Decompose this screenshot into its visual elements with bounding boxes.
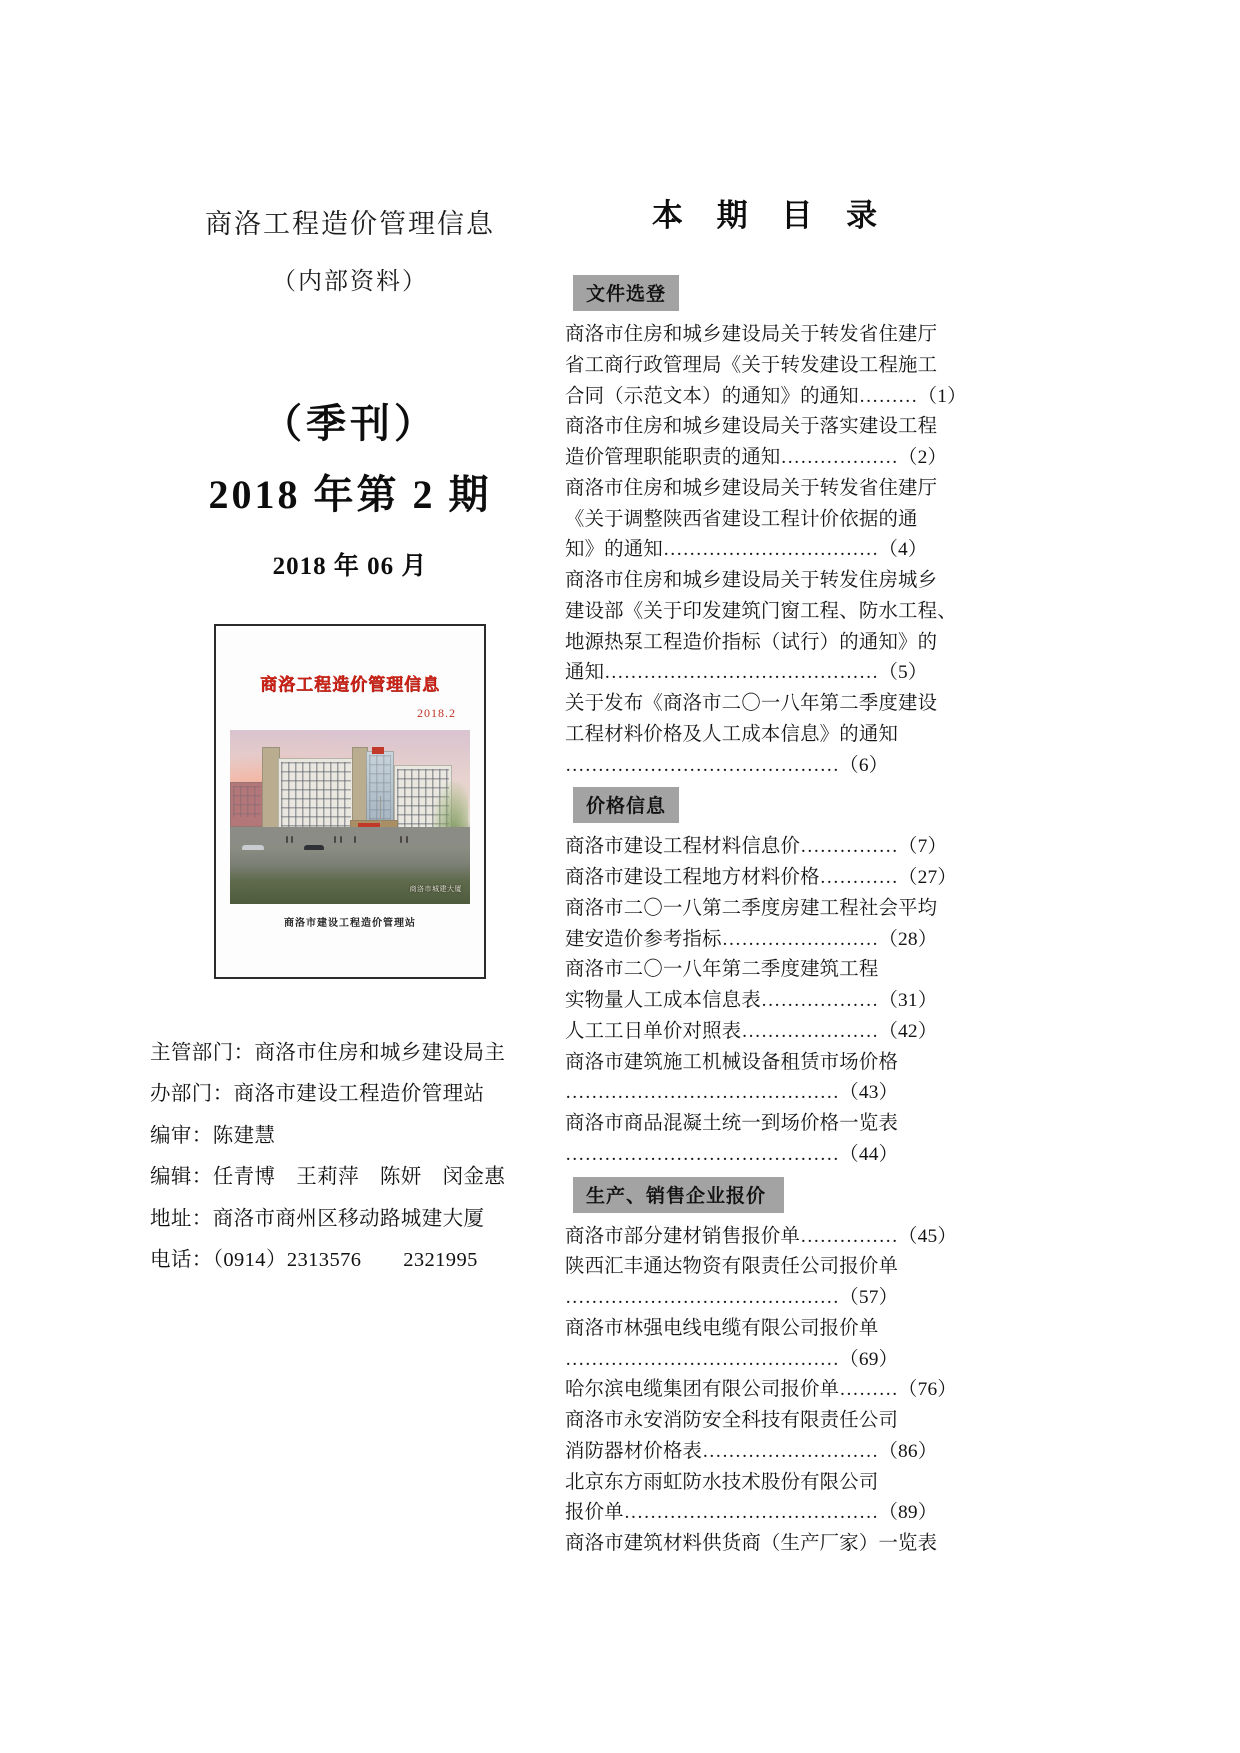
toc-entry[interactable]: 关于发布《商洛市二〇一八年第二季度建设	[565, 693, 938, 714]
pedestrian	[340, 836, 342, 843]
toc-entry[interactable]: 人工工日单价对照表…………………（42）	[565, 1020, 938, 1042]
toc-entry[interactable]: 消防器材价格表………………………（86）	[565, 1440, 938, 1462]
cover-building-photo	[230, 730, 470, 904]
toc-entry[interactable]: 建设部《关于印发建筑门窗工程、防水工程、	[565, 600, 957, 622]
toc-entry[interactable]: 实物量人工成本信息表………………（31）	[565, 990, 938, 1011]
toc-entry[interactable]: 商洛市永安消防安全科技有限责任公司	[565, 1410, 899, 1431]
flagpole	[380, 796, 381, 824]
car-white	[242, 845, 264, 850]
toc-section-price-info	[565, 781, 965, 1170]
toc-entry[interactable]: 知》的通知……………………………（4）	[565, 539, 928, 561]
imprint-line-supervisor: 主管部门：商洛市住房和城乡建设局主	[150, 1042, 506, 1064]
pedestrian	[334, 836, 336, 843]
toc-entry[interactable]: ……………………………………（69）	[565, 1348, 899, 1370]
toc-section-documents	[565, 269, 965, 781]
pedestrian	[400, 836, 402, 843]
pedestrian	[354, 836, 356, 843]
pedestrian	[286, 836, 288, 843]
building-main-block	[278, 758, 354, 838]
building-block-far-left	[230, 782, 264, 827]
toc-entry[interactable]: 省工商行政管理局《关于转发建设工程施工	[565, 354, 938, 376]
imprint-line-chief-editor: 编审：陈建慧	[150, 1124, 276, 1147]
cover-info-column	[150, 180, 550, 1281]
toc-entry[interactable]: 商洛市住房和城乡建设局关于转发省住建厅	[565, 477, 938, 499]
toc-entry[interactable]: 建安造价参考指标……………………（28）	[565, 928, 938, 950]
toc-entry[interactable]: 商洛市二〇一八年第二季度建筑工程	[565, 959, 879, 981]
toc-section-badge: 价格信息	[573, 787, 679, 823]
toc-section-badge: 文件选登	[573, 275, 679, 311]
issue-number: 2018 年第 2 期	[208, 472, 492, 517]
toc-entry-list	[565, 320, 965, 781]
cover-thumbnail-footer: 商洛市建设工程造价管理站	[284, 918, 416, 929]
toc-entry[interactable]: 商洛市建设工程地方材料价格…………（27）	[565, 867, 958, 888]
cover-photo-caption: 商洛市城建大厦	[409, 885, 462, 893]
toc-entry[interactable]: 报价单…………………………………（89）	[565, 1502, 938, 1524]
cover-thumbnail-issue-mark: 2018.2	[417, 706, 456, 720]
imprint-line-editors: 编辑：任青博 王莉萍 陈妍 闵金惠	[150, 1166, 506, 1189]
toc-entry-list	[565, 1222, 965, 1560]
toc-entry[interactable]: 地源热泵工程造价指标（试行）的通知》的	[565, 631, 938, 653]
toc-entry[interactable]: ……………………………………（57）	[565, 1287, 899, 1308]
toc-entry[interactable]: 商洛市建设工程材料信息价……………（7）	[565, 836, 948, 858]
toc-entry[interactable]: 商洛市二〇一八第二季度房建工程社会平均	[565, 897, 938, 919]
imprint-line-phone: 电话：（0914）2313576 2321995	[150, 1249, 478, 1272]
toc-section-enterprise-quotes	[565, 1171, 965, 1560]
toc-entry[interactable]: 商洛市住房和城乡建设局关于转发住房城乡	[565, 570, 938, 591]
toc-entry-list	[565, 832, 965, 1170]
pedestrian	[406, 836, 408, 843]
toc-entry[interactable]: 通知……………………………………（5）	[565, 662, 928, 684]
toc-entry[interactable]: 北京东方雨虹防水技术股份有限公司	[565, 1471, 879, 1493]
toc-entry[interactable]: 合同（示范文本）的通知》的通知………（1）	[565, 385, 967, 407]
periodicity-label: （季刊）	[262, 401, 438, 446]
imprint-block	[150, 1033, 550, 1281]
toc-entry[interactable]: 《关于调整陕西省建设工程计价依据的通	[565, 508, 918, 530]
pedestrian	[291, 836, 293, 843]
toc-entry[interactable]: 商洛市部分建材销售报价单……………（45）	[565, 1225, 958, 1247]
toc-entry[interactable]: ……………………………………（6）	[565, 754, 889, 776]
toc-entry[interactable]: 哈尔滨电缆集团有限公司报价单………（76）	[565, 1379, 958, 1401]
masthead-title: 商洛工程造价管理信息	[205, 209, 495, 239]
toc-title: 本 期 目 录	[651, 198, 891, 233]
toc-entry[interactable]: 商洛市商品混凝土统一到场价格一览表	[565, 1113, 899, 1134]
toc-entry[interactable]: 造价管理职能职责的通知………………（2）	[565, 447, 948, 468]
car-dark	[304, 845, 324, 850]
imprint-line-organizer: 办部门：商洛市建设工程造价管理站	[150, 1083, 485, 1106]
imprint-line-address: 地址：商洛市商州区移动路城建大厦	[150, 1207, 485, 1230]
toc-entry[interactable]: 商洛市林强电线电缆有限公司报价单	[565, 1317, 879, 1339]
toc-entry[interactable]: 商洛市住房和城乡建设局关于转发省住建厅	[565, 324, 938, 345]
toc-entry[interactable]: 商洛市建筑材料供货商（生产厂家）一览表	[565, 1533, 938, 1554]
foreground-lawn	[230, 845, 470, 904]
masthead-subtitle: （内部资料）	[272, 269, 428, 295]
toc-entry[interactable]: 商洛市建筑施工机械设备租赁市场价格	[565, 1051, 899, 1073]
cover-thumbnail-title: 商洛工程造价管理信息	[260, 675, 440, 694]
rooftop-red-sign	[372, 747, 384, 754]
toc-entry[interactable]: 陕西汇丰通达物资有限责任公司报价单	[565, 1256, 899, 1278]
toc-entry[interactable]: 商洛市住房和城乡建设局关于落实建设工程	[565, 416, 938, 438]
table-of-contents-column	[565, 190, 965, 1560]
toc-entry[interactable]: ……………………………………（43）	[565, 1082, 899, 1104]
toc-entry[interactable]: 工程材料价格及人工成本信息》的通知	[565, 723, 899, 745]
cover-thumbnail	[214, 624, 486, 979]
toc-entry[interactable]: ……………………………………（44）	[565, 1143, 899, 1165]
issue-date: 2018 年 06 月	[272, 553, 428, 580]
toc-section-badge: 生产、销售企业报价	[573, 1177, 784, 1213]
